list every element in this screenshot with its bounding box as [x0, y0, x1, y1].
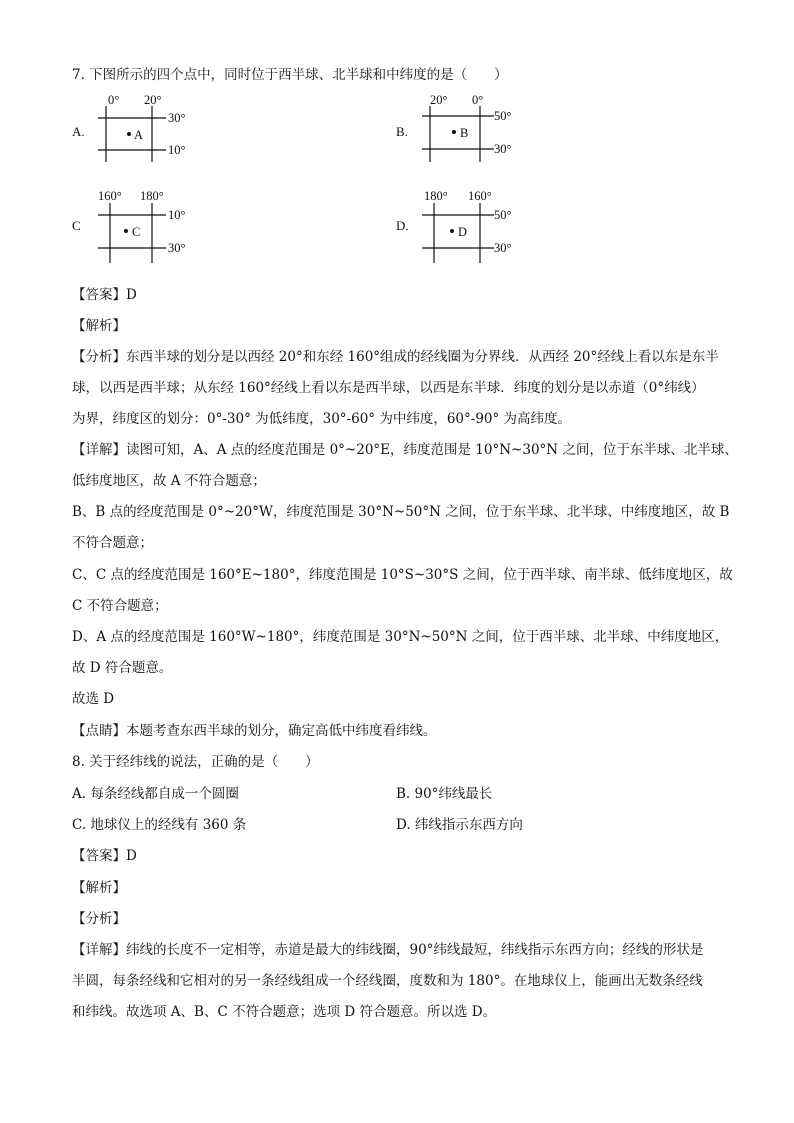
q7-a-right-bottom: 10° [168, 143, 186, 157]
q7-detail-line-9: 故选 D [72, 691, 115, 707]
dianjing-text: 本题考查东西半球的划分，确定高低中纬度看纬线。 [126, 723, 437, 739]
detail-text: 纬线的长度不一定相等，赤道是最大的纬线圈，90°纬线最短，纬线指示东西方向；经线的形状是 [126, 942, 704, 958]
q7-dianjing [72, 722, 437, 740]
q8-option-b: B. 90°纬线最长 [396, 786, 493, 802]
q7-option-a-letter: A. [72, 124, 85, 139]
answer-tag: 【答案】 [72, 848, 126, 864]
q7-d-top-right: 160° [468, 189, 492, 203]
q7-a-top-right: 20° [144, 93, 162, 107]
q7-b-right-top: 50° [494, 109, 512, 123]
q7-c-point-label: C [132, 225, 141, 239]
q8-detail-line-1 [72, 941, 703, 959]
q8-option-d: D. 纬线指示东西方向 [396, 817, 523, 833]
q7-b-point-label: B [460, 126, 469, 140]
q8-detail-line-2: 半圆，每条经线和它相对的另一条经线组成一个经线圈，度数和为 180°。在地球仪上，能画出无数条经线 [72, 973, 703, 989]
q7-detail-line-1 [72, 441, 738, 459]
answer-value: D [126, 287, 137, 303]
q8-fenxi-tag: 【分析】 [72, 911, 126, 927]
q7-c-top-left: 160° [98, 189, 122, 203]
q7-option-c-letter: C [72, 218, 81, 233]
q7-b-right-bottom: 30° [494, 142, 512, 156]
q7-detail-line-7: D、A 点的经度范围是 160°W~180°，纬度范围是 30°N~50°N 之间，位于西半球、北半球、中纬度地区， [72, 629, 729, 645]
point-a-dot [127, 132, 131, 136]
q8-option-a: A. 每条经线都自成一个圆圈 [72, 786, 239, 802]
q7-stem: 7. 下图所示的四个点中，同时位于西半球、北半球和中纬度的是（ ） [72, 67, 508, 83]
q7-detail-line-6: C 不符合题意； [72, 598, 168, 614]
q8-option-c: C. 地球仪上的经线有 360 条 [72, 817, 247, 833]
q7-a-right-top: 30° [168, 111, 186, 125]
q7-a-top-left: 0° [108, 93, 120, 107]
q8-answer [72, 847, 137, 865]
q8-analysis-tag: 【解析】 [72, 880, 126, 896]
q7-detail-line-5: C、C 点的经度范围是 160°E~180°，纬度范围是 10°S~30°S 之间，位于西半球、南半球、低纬度地区，故 [72, 567, 733, 583]
q7-d-point-label: D [458, 225, 468, 239]
q7-detail-line-8: 故 D 符合题意。 [72, 660, 173, 676]
detail-text: 读图可知，A、A 点的经度范围是 0°~20°E，纬度范围是 10°N~30°N 之间，位于东半球、北半球、 [126, 442, 738, 458]
answer-tag: 【答案】 [72, 287, 126, 303]
q7-option-c-grid [96, 187, 226, 271]
point-b-dot [452, 130, 456, 134]
detail-tag: 【详解】 [72, 942, 126, 958]
q7-detail-line-4: 不符合题意； [72, 535, 153, 551]
dianjing-tag: 【点睛】 [72, 723, 126, 739]
q7-option-d-grid [420, 187, 550, 271]
q8-detail-line-3: 和纬线。故选项 A、B、C 不符合题意；选项 D 符合题意。所以选 D。 [72, 1004, 497, 1020]
q7-option-d-letter: D. [396, 218, 409, 233]
q7-option-a-grid [96, 92, 226, 171]
q7-detail-line-2: 低纬度地区，故 A 不符合题意； [72, 473, 266, 489]
q7-detail-line-3: B、B 点的经度范围是 0°~20°W，纬度范围是 30°N~50°N 之间，位于东半球、北半球、中纬度地区，故 B [72, 504, 730, 520]
point-c-dot [124, 229, 128, 233]
q7-analysis-tag: 【解析】 [72, 318, 126, 334]
fenxi-text: 东西半球的划分是以西经 20°和东经 160°组成的经线圈为分界线．从西经 20°经线上看以东是东半 [126, 349, 719, 365]
detail-tag: 【详解】 [72, 442, 126, 458]
q7-d-right-bottom: 30° [494, 241, 512, 255]
fenxi-tag: 【分析】 [72, 349, 126, 365]
q8-stem: 8. 关于经纬线的说法，正确的是（ ） [72, 754, 319, 770]
q7-fenxi-line-1 [72, 348, 719, 366]
q7-b-top-right: 0° [472, 93, 484, 107]
q7-answer [72, 286, 137, 304]
q7-c-right-bottom: 30° [168, 241, 186, 255]
q7-d-top-left: 180° [424, 189, 448, 203]
q7-option-b-grid [420, 92, 550, 171]
point-d-dot [450, 229, 454, 233]
q7-c-right-top: 10° [168, 208, 186, 222]
q7-b-top-left: 20° [430, 93, 448, 107]
q7-fenxi-line-2: 球，以西是西半球；从东经 160°经线上看以东是西半球，以西是东半球．纬度的划分是以赤道（0°纬线） [72, 380, 705, 396]
q7-fenxi-line-3: 为界，纬度区的划分：0°-30° 为低纬度，30°-60° 为中纬度，60°-90° 为高纬度。 [72, 411, 572, 427]
q7-a-point-label: A [134, 128, 144, 142]
q7-d-right-top: 50° [494, 208, 512, 222]
answer-value: D [126, 848, 137, 864]
q7-option-b-letter: B. [396, 124, 408, 139]
q7-c-top-right: 180° [140, 189, 164, 203]
